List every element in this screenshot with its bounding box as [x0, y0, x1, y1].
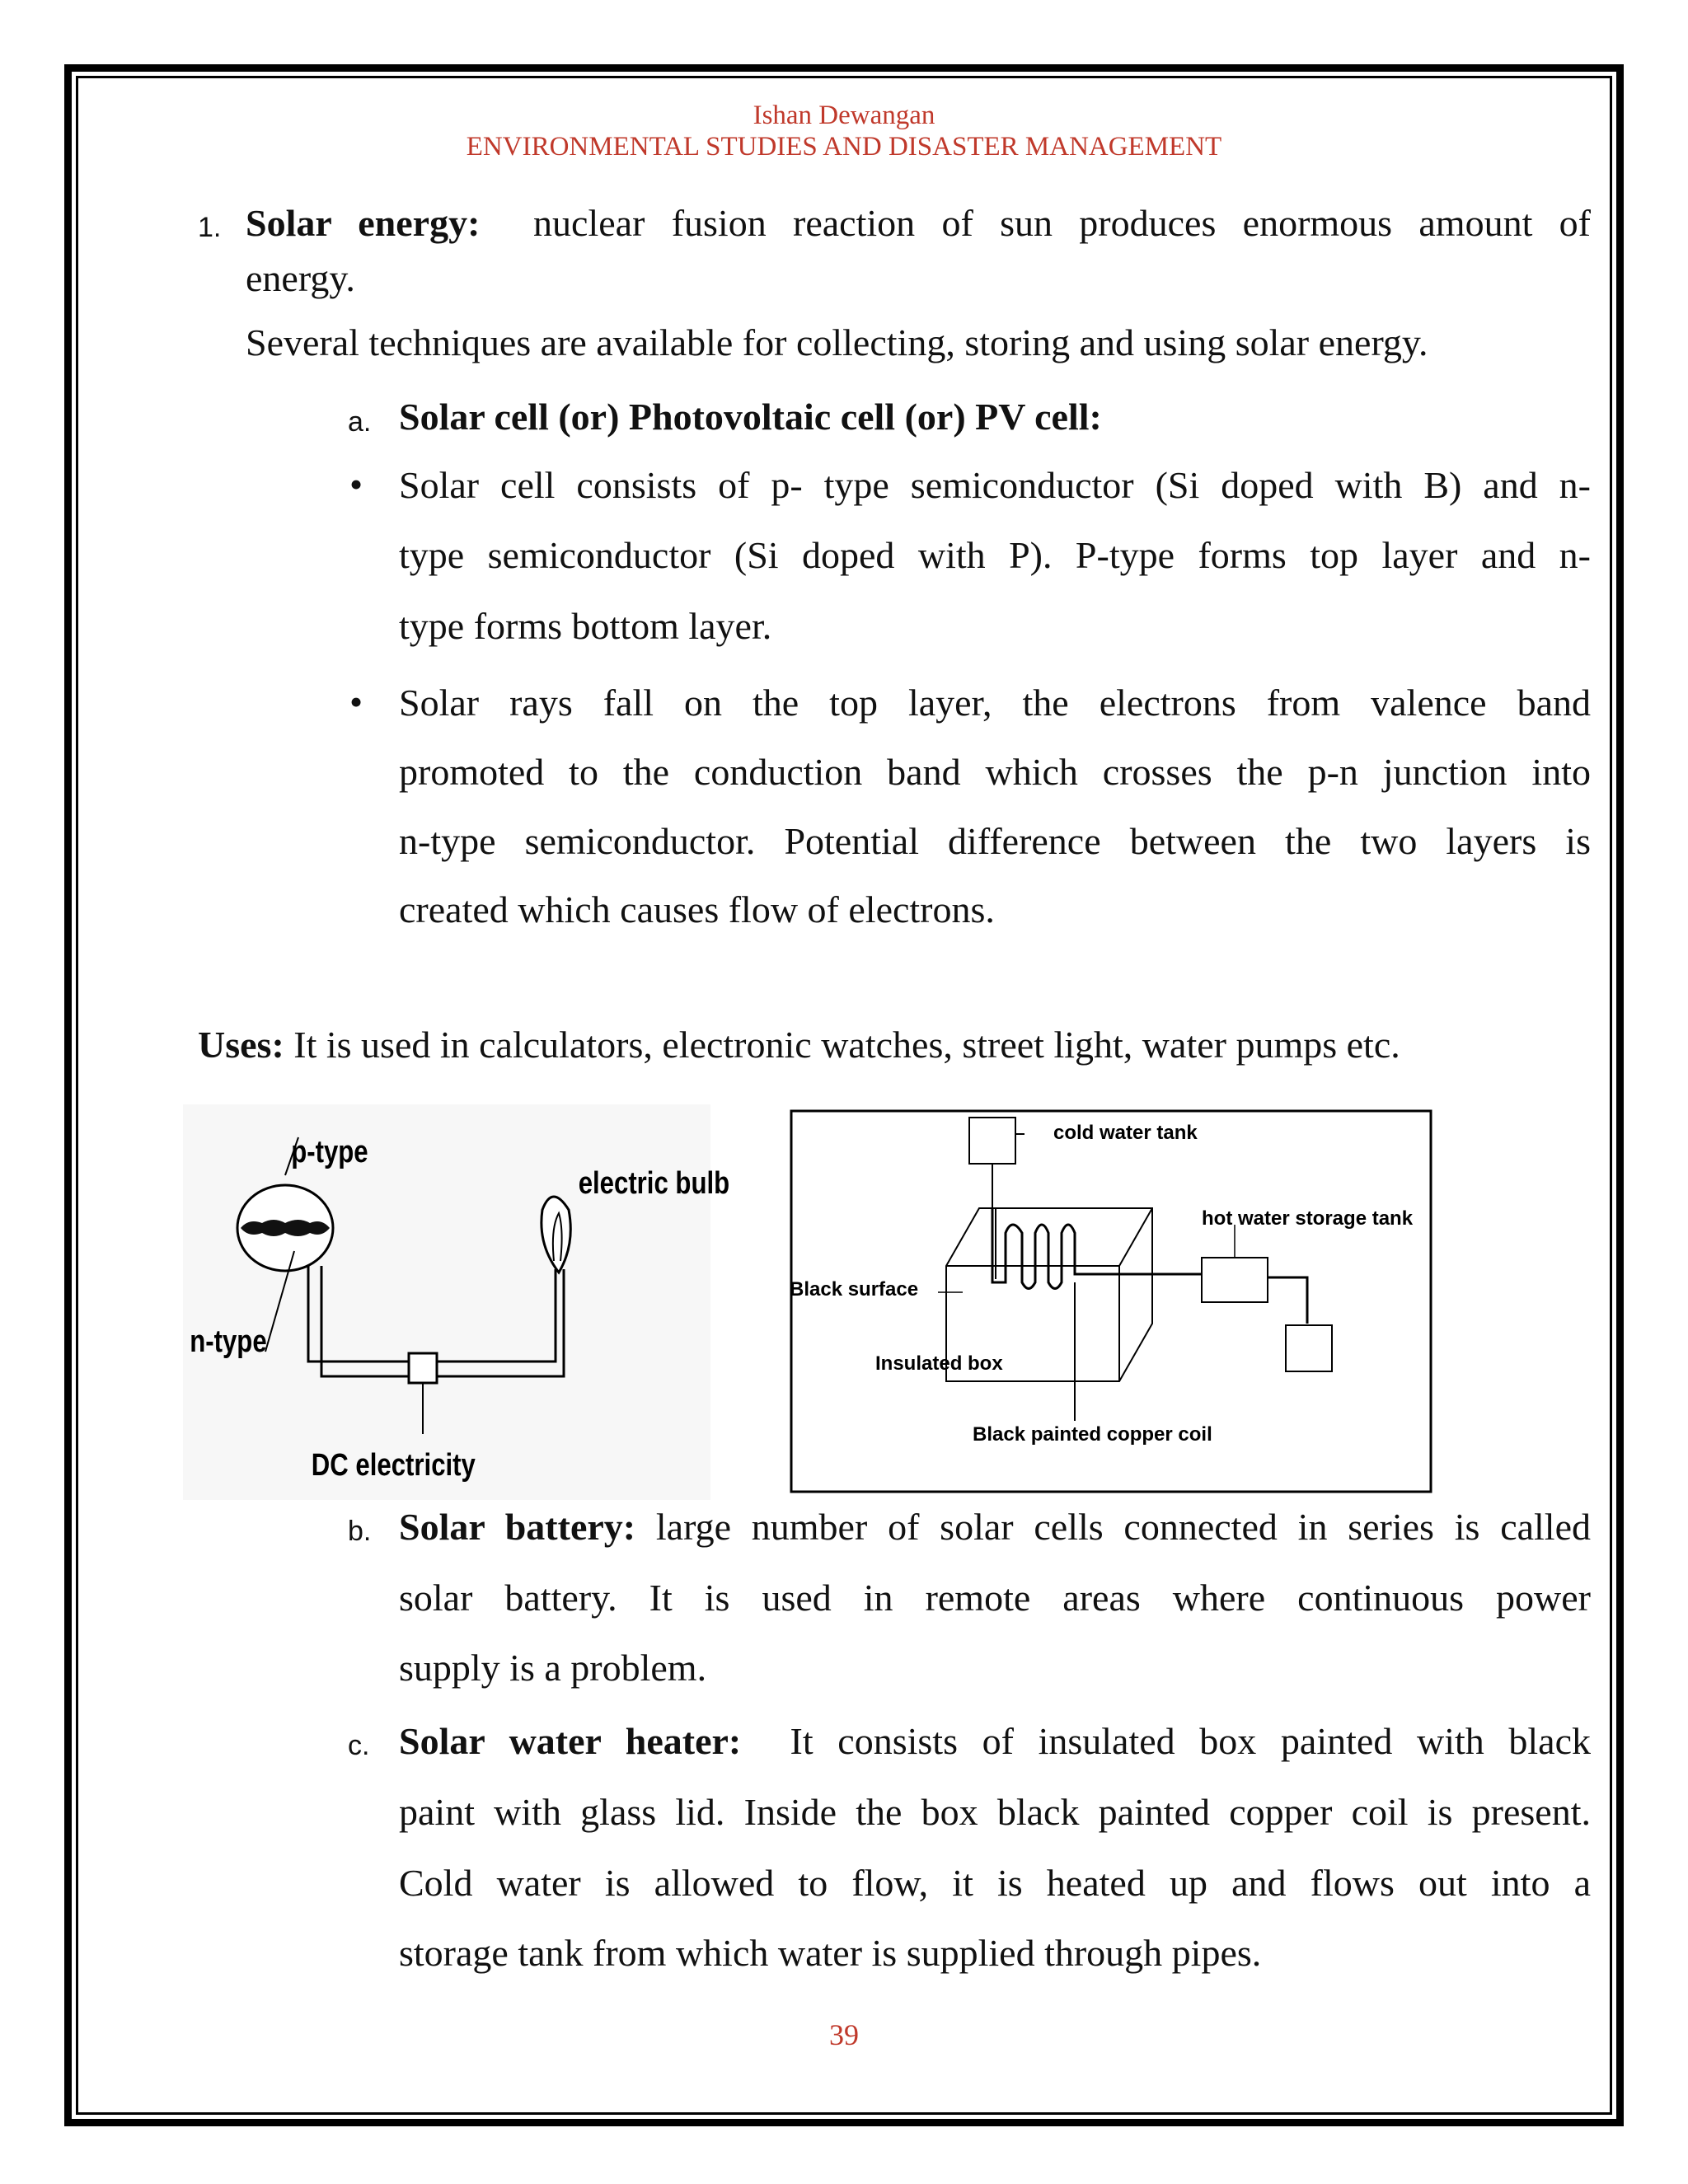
- item-b-line1: [399, 1505, 1591, 1549]
- label-p-type: p-type: [291, 1135, 368, 1169]
- hot-water-storage-tank-icon: [1202, 1258, 1268, 1302]
- bullet-1-line2: type semiconductor (Si doped with P). P-type forms top layer and n-: [399, 534, 1591, 576]
- page-number: 39: [829, 2018, 859, 2051]
- header-course-title: ENVIRONMENTAL STUDIES AND DISASTER MANAGEMENT: [466, 132, 1222, 162]
- item-c-title: Solar water heater:: [399, 1720, 742, 1762]
- cold-water-tank-icon: [969, 1118, 1015, 1164]
- item-c-line1-text: It consists of insulated box painted with black: [790, 1720, 1592, 1762]
- dc-load-box: [409, 1353, 437, 1383]
- bullet-1-line3: type forms bottom layer.: [399, 605, 772, 647]
- item-c-marker: c.: [348, 1730, 370, 1761]
- section1-line1: [246, 201, 1591, 245]
- item-b-title: Solar battery:: [399, 1506, 636, 1548]
- label-copper-coil: Black painted copper coil: [973, 1423, 1212, 1446]
- item-b-marker: b.: [348, 1516, 372, 1547]
- item-a-title-text: Solar cell (or) Photovoltaic cell (or) PV cell:: [399, 396, 1102, 438]
- section1-line1-text: nuclear fusion reaction of sun produces enormous amount of: [533, 202, 1592, 244]
- label-dc-electricity: DC electricity: [311, 1448, 476, 1483]
- label-electric-bulb: electric bulb: [578, 1166, 730, 1201]
- uses-text: It is used in calculators, electronic watches, street light, water pumps etc.: [293, 1024, 1400, 1066]
- section1-title: Solar energy:: [246, 202, 481, 244]
- solar-cell-diagram-bg: [183, 1104, 710, 1500]
- uses-label: Uses:: [198, 1024, 284, 1066]
- item-b-line3: supply is a problem.: [399, 1647, 707, 1689]
- item-a-title: [399, 396, 1102, 438]
- uses-line: [198, 1024, 1400, 1066]
- solar-cell-diagram: [183, 1104, 730, 1500]
- solar-water-heater-diagram: [790, 1109, 1432, 1493]
- outlet-vessel-icon: [1286, 1325, 1332, 1371]
- item-b-line1-text: large number of solar cells connected in series is called: [655, 1506, 1592, 1548]
- item-c-line1: [399, 1719, 1591, 1763]
- section1-techniques: Several techniques are available for collecting, storing and using solar energy.: [246, 321, 1428, 363]
- bullet-1-symbol: •: [349, 463, 363, 505]
- header-author: Ishan Dewangan: [753, 101, 935, 130]
- bullet-2-line3: n-type semiconductor. Potential difference between the two layers is: [399, 820, 1591, 862]
- section-number: 1.: [198, 212, 222, 243]
- item-a-marker: a.: [348, 406, 372, 438]
- label-cold-water-tank: cold water tank: [1053, 1122, 1198, 1144]
- bullet-2-line4: created which causes flow of electrons.: [399, 888, 995, 930]
- bullet-2-symbol: •: [349, 681, 363, 723]
- item-c-line4: storage tank from which water is supplied through pipes.: [399, 1932, 1262, 1974]
- bullet-2-line1: Solar rays fall on the top layer, the electrons from valence band: [399, 682, 1591, 724]
- label-hot-water-storage-tank: hot water storage tank: [1202, 1207, 1414, 1230]
- label-insulated-box: Insulated box: [875, 1352, 1003, 1375]
- item-b-line2: solar battery. It is used in remote areas where continuous power: [399, 1577, 1591, 1619]
- section1-line2: energy.: [246, 257, 355, 299]
- label-black-surface: Black surface: [790, 1278, 919, 1301]
- item-c-line2: paint with glass lid. Inside the box black painted copper coil is present.: [399, 1791, 1591, 1833]
- bullet-2-line2: promoted to the conduction band which crosses the p-n junction into: [399, 751, 1591, 793]
- bullet-1-line1: Solar cell consists of p- type semiconductor (Si doped with B) and n-: [399, 464, 1591, 506]
- item-c-line3: Cold water is allowed to flow, it is heated up and flows out into a: [399, 1862, 1591, 1904]
- label-n-type: n-type: [190, 1324, 267, 1359]
